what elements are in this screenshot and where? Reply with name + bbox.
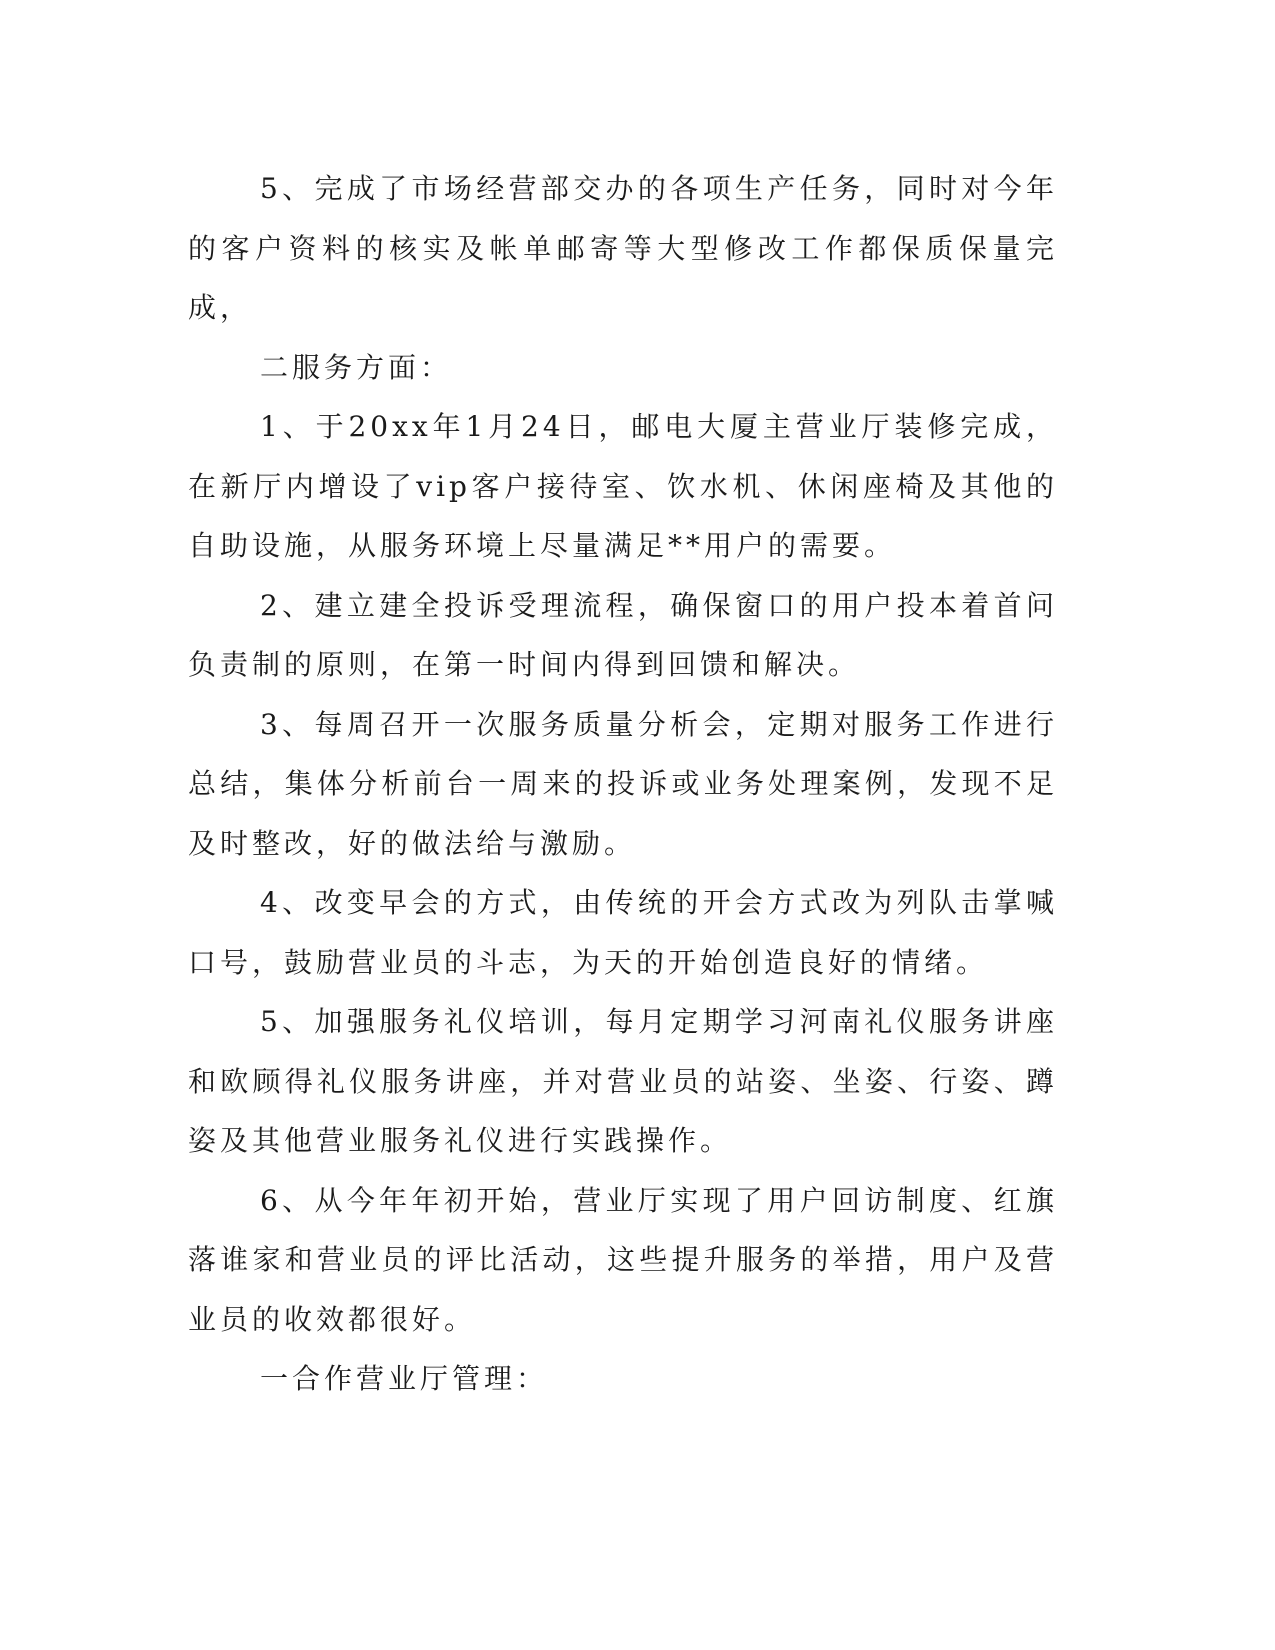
paragraph-morning-meeting: 4、改变早会的方式，由传统的开会方式改为列队击掌喊口号，鼓励营业员的斗志，为天的开始创造良好的情绪。 <box>188 886 1058 979</box>
paragraph-complaint-process: 2、建立建全投诉受理流程，确保窗口的用户投本着首问负责制的原则，在第一时间内得到回馈和解决。 <box>188 588 1058 681</box>
paragraph-weekly-analysis: 3、每周召开一次服务质量分析会，定期对服务工作进行总结，集体分析前台一周来的投诉或业务处理案例，发现不足及时整改，好的做法给与激励。 <box>188 707 1058 860</box>
section-heading-partner-hall: 一合作营业厅管理： <box>260 1362 549 1395</box>
section-heading-service: 二服务方面： <box>260 350 453 384</box>
document-body <box>188 159 1058 1409</box>
paragraph-customer-callback: 6、从今年年初开始，营业厅实现了用户回访制度、红旗落谁家和营业员的评比活动，这些提升服务的举措，用户及营业员的收效都很好。 <box>188 1183 1058 1336</box>
paragraph-production-tasks: 5、完成了市场经营部交办的各项生产任务，同时对今年的客户资料的核实及帐单邮寄等大型修改工作都保质保量完成， <box>188 172 1058 324</box>
paragraph-etiquette-training: 5、加强服务礼仪培训，每月定期学习河南礼仪服务讲座和欧顾得礼仪服务讲座，并对营业员的站姿、坐姿、行姿、蹲姿及其他营业服务礼仪进行实践操作。 <box>188 1005 1058 1157</box>
paragraph-hall-renovation: 1、于20xx年1月24日，邮电大厦主营业厅装修完成，在新厅内增设了vip客户接待室、饮水机、休闲座椅及其他的自助设施，从服务环境上尽量满足**用户的需要。 <box>188 410 1058 562</box>
